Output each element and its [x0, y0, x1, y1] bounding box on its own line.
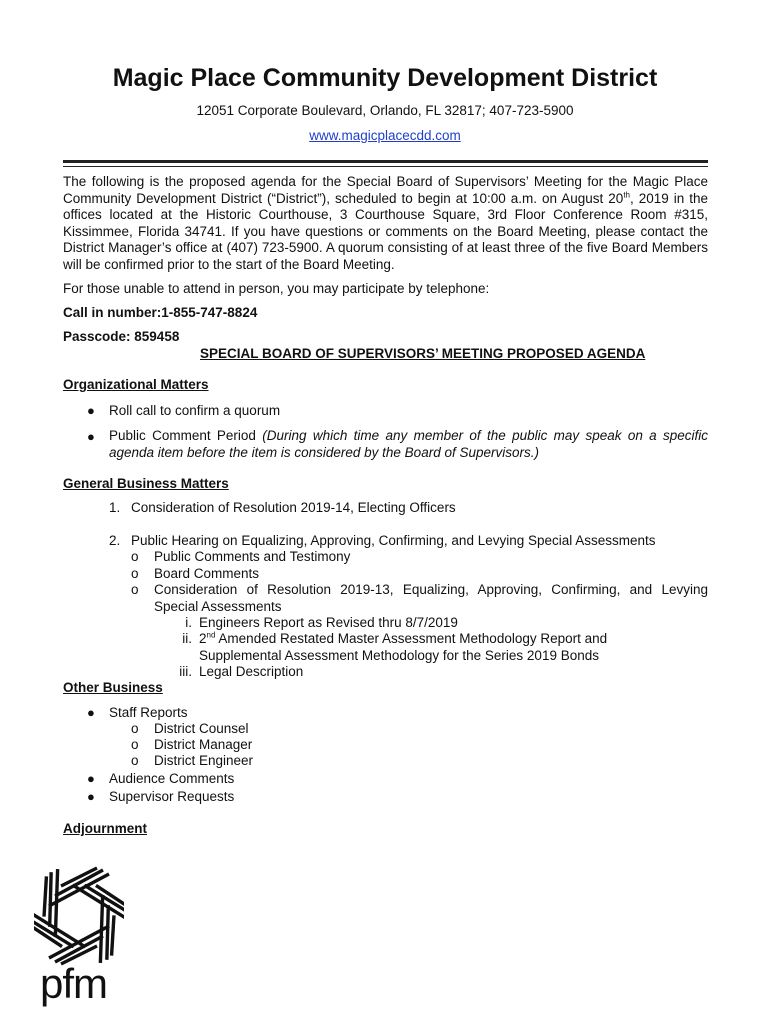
roll-call-item: Roll call to confirm a quorum	[109, 403, 281, 418]
adjournment-heading: Adjournment	[63, 821, 147, 836]
circle-bullet-icon: o	[131, 721, 139, 736]
document-title: Magic Place Community Development District	[112, 64, 658, 92]
organizational-heading: Organizational Matters	[63, 377, 209, 392]
other-business-heading: Other Business	[63, 680, 163, 695]
circle-bullet-icon: o	[131, 737, 139, 752]
engineers-report-item: Engineers Report as Revised thru 8/7/2019	[199, 615, 458, 630]
list-number: 1.	[109, 500, 121, 515]
staff-reports-item: Staff Reports	[109, 705, 188, 720]
header-divider-thin	[63, 166, 708, 167]
public-comments-subitem: Public Comments and Testimony	[154, 549, 351, 564]
bullet-icon: ●	[87, 403, 95, 418]
board-comments-subitem: Board Comments	[154, 566, 260, 581]
passcode: Passcode: 859458	[63, 329, 180, 344]
circle-bullet-icon: o	[131, 582, 139, 597]
supervisor-requests-item: Supervisor Requests	[109, 789, 235, 804]
website-link-row	[0, 128, 770, 143]
resolution-2019-14-item: Consideration of Resolution 2019-14, Electing Officers	[131, 500, 456, 515]
bullet-icon: ●	[87, 789, 95, 804]
resolution-2019-13-subitem: Consideration of Resolution 2019-13, Equalizing, Approving, Confirming, and Levying Special Assessments	[154, 582, 708, 614]
audience-comments-item: Audience Comments	[109, 771, 235, 786]
telephone-note: For those unable to attend in person, you may participate by telephone:	[63, 281, 490, 296]
district-address: 12051 Corporate Boulevard, Orlando, FL 32817; 407-723-5900	[196, 103, 574, 118]
circle-bullet-icon: o	[131, 549, 139, 564]
intro-paragraph: The following is the proposed agenda for the Special Board of Supervisors’ Meeting for the Magic Place Community Development District (“District”), scheduled to begin at 10:00 a.m. on August 20th, 2019 in the offices located at the Historic Courthouse, 3 Courthouse Square, 3rd Floor Conference Room #315, Kissimmee, Florida 34741. If you have questions or comments on the Board Meeting, please contact the District Manager’s office at (407) 723-5900. A quorum consisting of at least three of the five Board Members will be confirmed prior to the start of the Board Meeting.	[63, 174, 708, 272]
district-engineer-subitem: District Engineer	[154, 753, 254, 768]
legal-description-item: Legal Description	[199, 664, 304, 679]
public-hearing-item: Public Hearing on Equalizing, Approving, Confirming, and Levying Special Assessments	[131, 533, 656, 548]
bullet-icon: ●	[87, 771, 95, 786]
district-manager-subitem: District Manager	[154, 737, 253, 752]
pfm-logo	[34, 866, 124, 1016]
roman-numeral: ii.	[182, 631, 192, 646]
methodology-report-item: 2nd Amended Restated Master Assessment Methodology Report and Supplemental Assessment Methodology for the Series 2019 Bonds	[199, 630, 608, 663]
bullet-icon: ●	[87, 705, 95, 720]
district-counsel-subitem: District Counsel	[154, 721, 249, 736]
header-divider-thick	[63, 160, 708, 163]
pfm-logo-text: pfm	[40, 960, 108, 1007]
bullet-icon: ●	[87, 429, 95, 444]
list-number: 2.	[109, 533, 121, 548]
roman-numeral: iii.	[179, 664, 192, 679]
call-in-number: Call in number:1-855-747-8824	[63, 305, 258, 320]
agenda-heading: SPECIAL BOARD OF SUPERVISORS’ MEETING PROPOSED AGENDA	[200, 346, 646, 361]
general-business-heading: General Business Matters	[63, 476, 229, 491]
circle-bullet-icon: o	[131, 753, 139, 768]
circle-bullet-icon: o	[131, 566, 139, 581]
roman-numeral: i.	[185, 615, 192, 630]
pfm-logo-mark-icon	[34, 866, 124, 966]
website-link[interactable]: www.magicplacecdd.com	[309, 128, 461, 143]
public-comment-item: Public Comment Period (During which time any member of the public may speak on a specific agenda item before the item is considered by the Board of Supervisors.)	[109, 428, 708, 460]
